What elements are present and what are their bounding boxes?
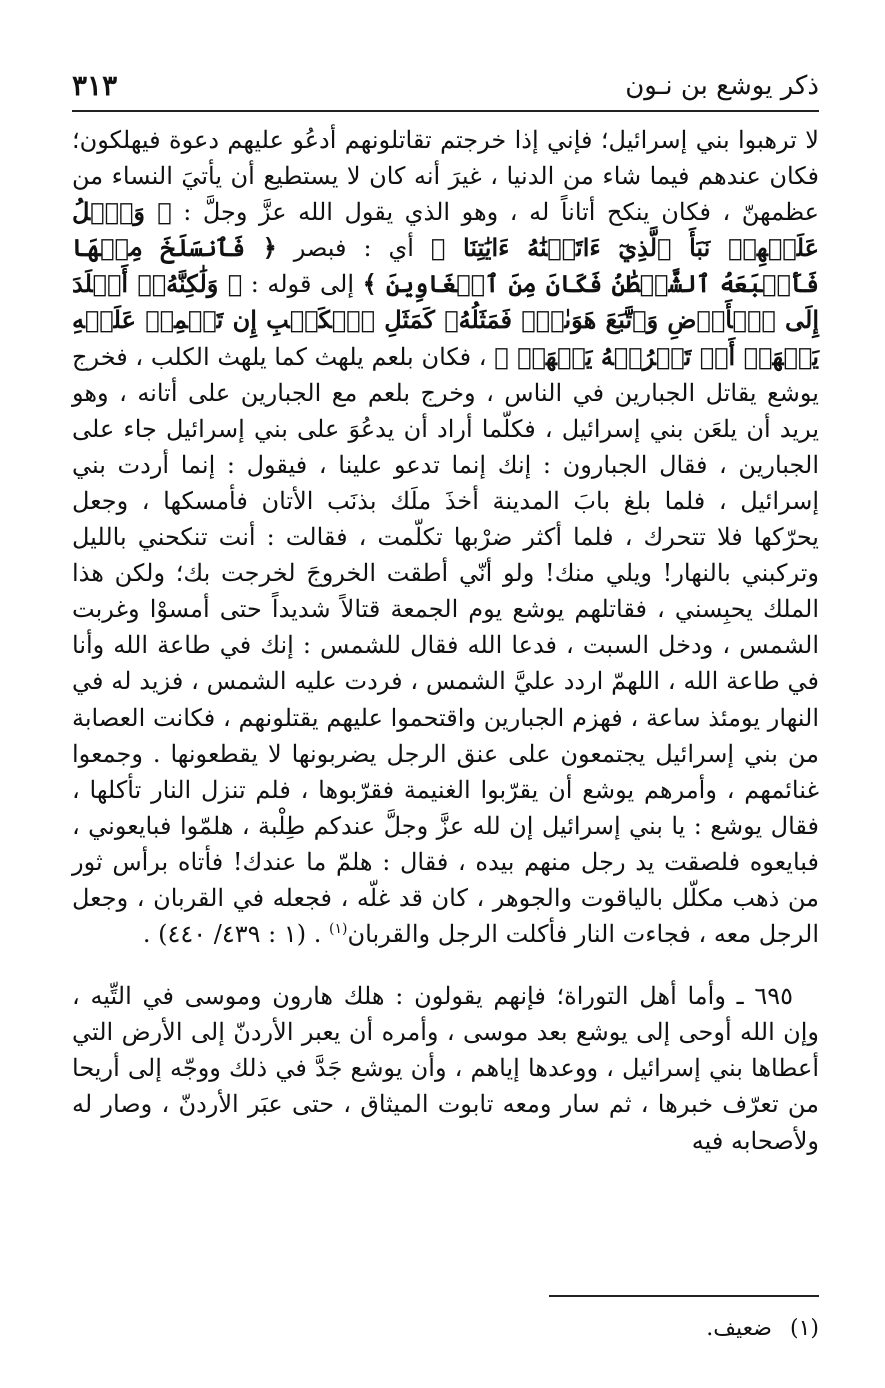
- quran-quote-2: ﴿ فَٱنسَلَخَ مِنۡهَا فَأَتۡبَعَهُ ٱلشَّيۡطَٰنُ فَكَانَ مِنَ ٱلۡغَاوِينَ ﴾: [72, 233, 819, 299]
- paragraph-1-part-1: لا ترهبوا بني إسرائيل؛ فإني إذا خرجتم تقاتلونهم أدعُو عليهم دعوة فيهلكون؛ فكان عندهم فيما شاء من الدنيا ، غيرَ أنه كان لا يستطيع أن يأتيَ النساء من عظمهنّ ، فكان ينكح أتاناً له ، وهو الذي يقول الله عزَّ وجلَّ :: [72, 126, 819, 227]
- footnote-text: ضعيف.: [706, 1316, 772, 1341]
- paragraph-1: [72, 122, 819, 952]
- paragraph-1-part-4: ، فكان بلعم يلهث كما يلهث الكلب ، فخرج يوشع يقاتل الجبارين في الناس ، وخرج بلعم مع الجبارين على أتانه ، وهو يريد أن يلعَن بني إسرائيل ، فكلّما أراد أن يدعُوَ على بني إسرائيل جاء على الجبارين ، فقال الجبارون : إنك إنما تدعو علينا ، فيقول : إنما أردت بني إسرائيل ، فلما بلغ بابَ المدينة أخذَ ملَك بذنَب الأتان فأمسكها ، وجعل يحرّكها فلا تتحرك ، فلما أكثر ضرْبها تكلّمت ، فقالت : أنت تنكحني بالليل وتركبني بالنهار! ويلي منك! ولو أنّي أطقت الخروجَ لخرجت بك؛ ولكن هذا الملك يحبِسني ، فقاتلهم يوشع يوم الجمعة قتالاً شديداً حتى أمسوْا وغربت الشمس ، ودخل السبت ، فدعا الله فقال للشمس : إنك في طاعة الله وأنا في طاعة الله ، اللهمّ اردد عليَّ الشمس ، فردت عليه الشمس ، فزيد له في النهار يومئذ ساعة ، فهزم الجبارين واقتحموا عليهم يقتلونهم ، فكانت العصابة من بني إسرائيل يجتمعون على عنق الرجل يضربونها لا يقطعونها . وجمعوا غنائمهم ، وأمرهم يوشع أن يقرّبوا الغنيمة فقرّبوها ، فلم تنزل النار تأكلها ، فقال يوشع : يا بني إسرائيل إن لله عزَّ وجلَّ عندكم طِلْبة ، هلمّوا فبايعوني ، فبايعوه فلصقت يد رجل منهم بيده ، فقال : هلمّ ما عندك! فأتاه برأس ثور من ذهب مكلّل بالياقوت والجوهر ، كان قد غلّه ، فجعله في القربان ، وجعل الرجل معه ، فجاءت النار فأكلت الرجل والقربان: [72, 342, 819, 949]
- footnote-divider: [549, 1295, 819, 1297]
- quran-quote-3: ﴿ وَلَٰكِنَّهُۥٓ أَخۡلَدَ إِلَى ٱلۡأَرۡضِ وَٱتَّبَعَ هَوَىٰهُۚ فَمَثَلُهُۥ كَمَثَلِ ٱلۡكَلۡبِ إِن تَحۡمِلۡ عَلَيۡهِ يَلۡهَثۡ أَوۡ تَتۡرُكۡهُ يَلۡهَثۚ ﴾: [72, 269, 819, 371]
- source-reference: . (١ : ٤٣٩/ ٤٤٠) .: [142, 920, 322, 949]
- quran-quote-1: ﴿ وَٱتۡلُ عَلَيۡهِمۡ نَبَأَ ٱلَّذِيٓ ءَاتَيۡنَٰهُ ءَايَٰتِنَا ﴾: [72, 197, 819, 263]
- paragraph-1-part-2: أي : فبصر: [293, 234, 414, 263]
- page-header: [72, 62, 819, 104]
- header-divider: [72, 110, 819, 112]
- footnote-marker: (١): [329, 921, 348, 938]
- main-text: [72, 122, 819, 1159]
- paragraph-1-part-3: إلى قوله :: [250, 270, 354, 299]
- footnote-1: [72, 1312, 819, 1346]
- footnote-number: (١): [789, 1316, 819, 1341]
- running-head: ذكر يوشع بن نـون: [625, 71, 819, 101]
- page-number: ٣١٣: [72, 69, 118, 102]
- paragraph-2: ٦٩٥ ـ وأما أهل التوراة؛ فإنهم يقولون : هلك هارون وموسى في التِّيه ، وإن الله أوحى إلى يوشع بعد موسى ، وأمره أن يعبر الأردنّ إلى الأرض التي أعطاها بني إسرائيل ، ووعدها إياهم ، وأن يوشع جَدَّ في ذلك ووجّه إلى أريحا من تعرّف خبرها ، ثم سار ومعه تابوت الميثاق ، حتى عبَر الأردنّ ، وصار له ولأصحابه فيه: [72, 982, 819, 1155]
